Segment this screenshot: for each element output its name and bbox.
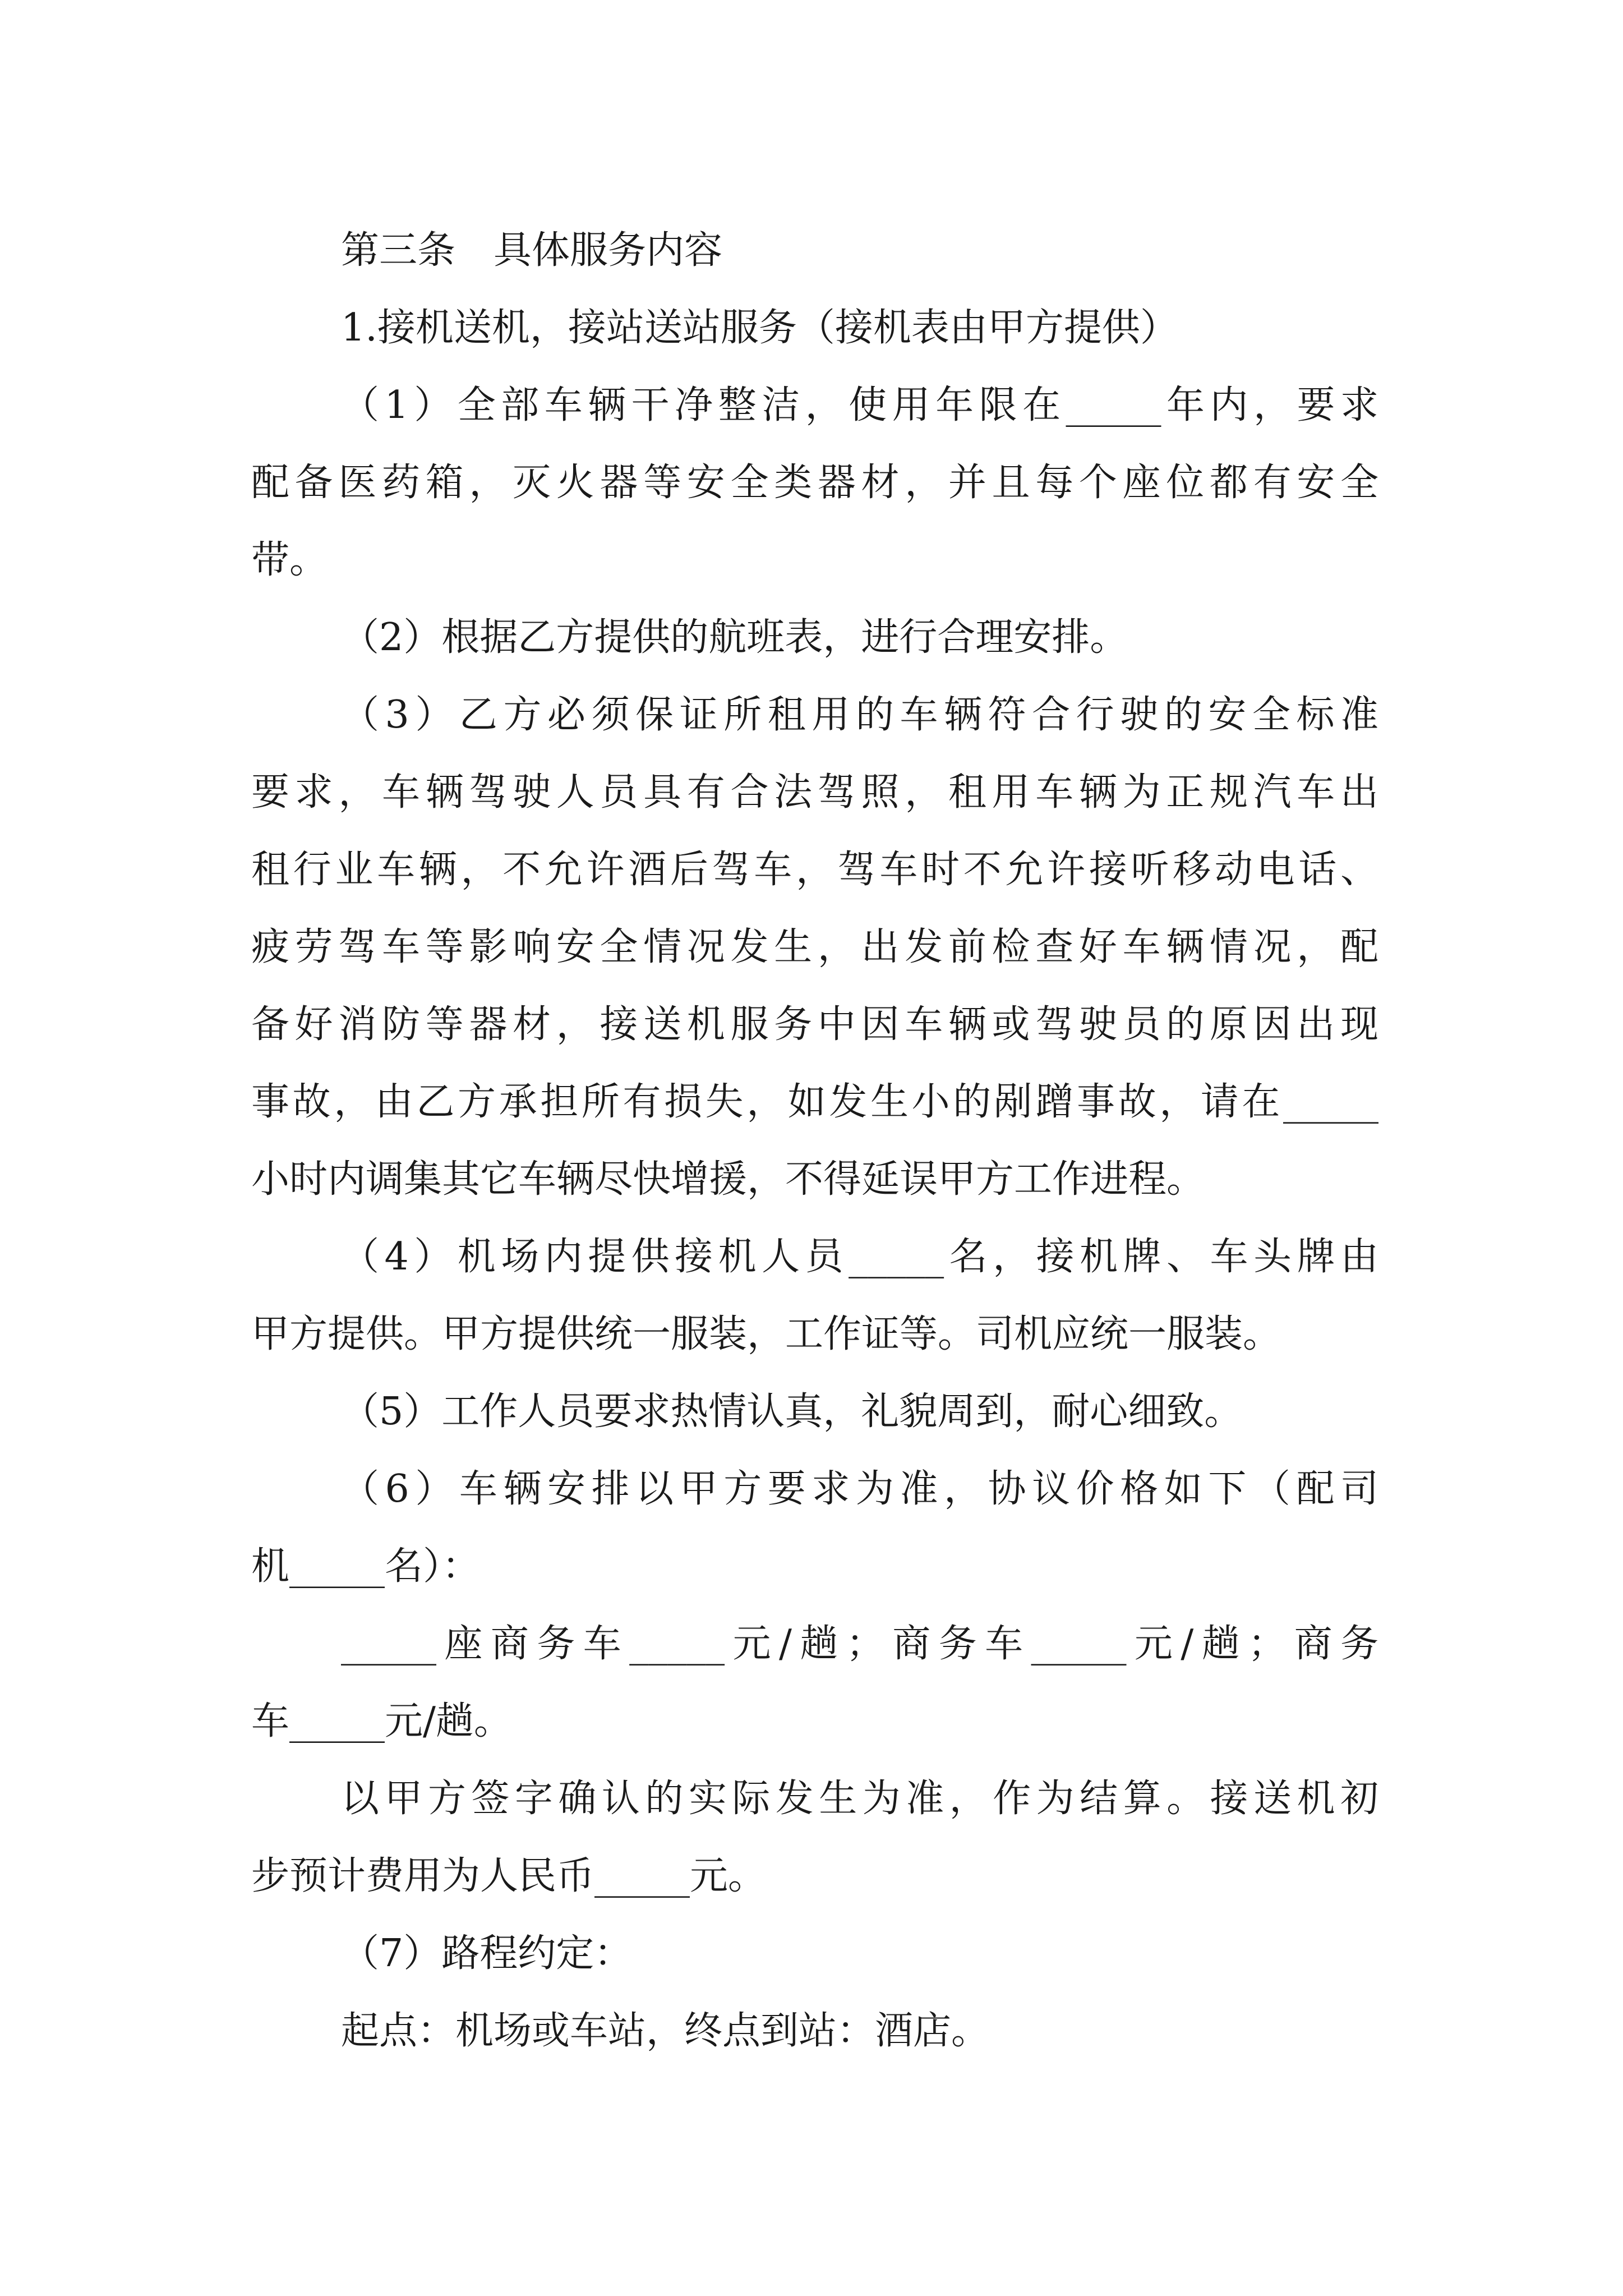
paragraph-vehicle-arrangement [251,1451,1378,1605]
paragraph-flight-schedule [251,599,1378,677]
paragraph-staff-attitude [251,1373,1378,1451]
text-line: 备好消防等器材，接送机服务中因车辆或驾驶员的原因出现 [251,1002,1378,1047]
text-line: 以甲方签字确认的实际发生为准，作为结算。接送机初 [341,1777,1378,1821]
text-line: 步预计费用为人民币_____元。 [251,1854,767,1898]
document-body [251,212,1378,2070]
paragraph-vehicle-condition [251,367,1378,599]
text-line: 车_____元/趟。 [251,1699,512,1743]
text-line: 要求，车辆驾驶人员具有合法驾照，租用车辆为正规汽车出 [251,770,1378,815]
text-line: （1）全部车辆干净整洁，使用年限在_____年内，要求 [341,383,1378,427]
text-line: 配备医药箱，灭火器等安全类器材，并且每个座位都有安全 [251,461,1378,505]
text-line: （6）车辆安排以甲方要求为准，协议价格如下（配司 [341,1467,1378,1511]
text-line: （2）根据乙方提供的航班表，进行合理安排。 [341,615,1128,660]
paragraph-route-agreement [251,1915,1378,1993]
paragraph-airport-staff [251,1218,1378,1373]
text-line: 带。 [251,538,328,582]
article-heading: 第三条 具体服务内容 [341,228,723,273]
text-line: （5）工作人员要求热情认真，礼貌周到，耐心细致。 [341,1389,1243,1434]
paragraph-safety-requirements [251,677,1378,1218]
paragraph-route-endpoints [251,1993,1378,2070]
paragraph-price-list [251,1605,1378,1760]
section-title: 1.接机送机，接站送站服务（接机表由甲方提供） [341,306,1178,350]
text-line: 小时内调集其它车辆尽快增援，不得延误甲方工作进程。 [251,1157,1205,1202]
text-line: （4）机场内提供接机人员_____名，接机牌、车头牌由 [341,1235,1378,1279]
text-line: 租行业车辆，不允许酒后驾车，驾车时不允许接听移动电话、 [251,848,1378,892]
text-line: （7）路程约定： [341,1931,633,1976]
text-line: 甲方提供。甲方提供统一服装，工作证等。司机应统一服装。 [251,1312,1281,1356]
text-line: 事故，由乙方承担所有损失，如发生小的剐蹭事故，请在_____ [251,1080,1378,1124]
paragraph-settlement [251,1760,1378,1915]
text-line: _____座商务车_____元/趟；商务车_____元/趟；商务 [341,1622,1378,1666]
text-line: 疲劳驾车等影响安全情况发生，出发前检查好车辆情况，配 [251,925,1378,969]
text-line: 起点：机场或车站，终点到站：酒店。 [341,2009,990,2053]
text-line: 机_____名）： [251,1544,481,1589]
text-line: （3）乙方必须保证所租用的车辆符合行驶的安全标准 [341,693,1378,737]
